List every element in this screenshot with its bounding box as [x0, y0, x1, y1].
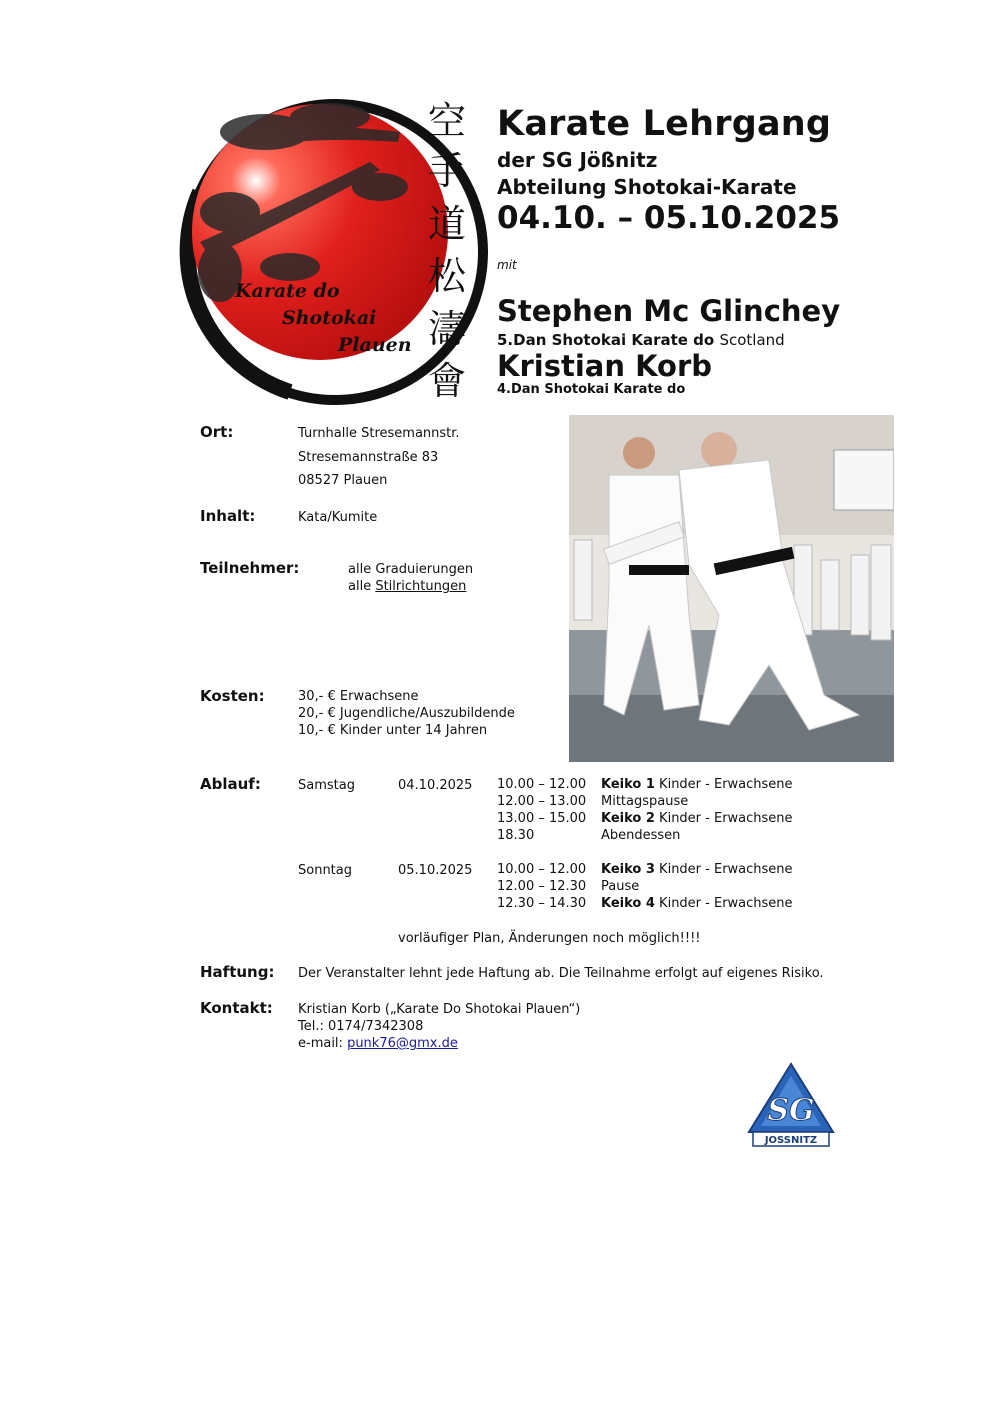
inhalt-label: Inhalt:	[200, 507, 256, 525]
karate-do-shotokai-plauen-logo	[170, 92, 500, 412]
schedule-time: 10.00 – 12.00	[497, 777, 587, 792]
department-name: Abteilung Shotokai-Karate	[497, 175, 797, 199]
club-name: der SG Jößnitz	[497, 148, 658, 172]
day-2-date: 05.10.2025	[398, 863, 473, 878]
schedule-text: Kinder - Erwachsene	[654, 896, 793, 911]
instructor-1-name: Stephen Mc Glinchey	[497, 294, 841, 328]
kanji-1: 空	[428, 99, 467, 143]
schedule-row	[497, 862, 793, 877]
schedule-keiko: Keiko 1	[601, 777, 655, 792]
kanji-5: 濤	[428, 307, 467, 351]
kosten-line-1: 30,- € Erwachsene	[298, 689, 419, 704]
haftung-text: Der Veranstalter lehnt jede Haftung ab. Die Teilnahme erfolgt auf eigenes Risiko.	[298, 966, 824, 981]
instructor-1-country: Scotland	[719, 331, 785, 349]
schedule-text: Pause	[601, 879, 640, 894]
kanji-6: 會	[428, 359, 467, 403]
instructor-2-rank: 4.Dan Shotokai Karate do	[497, 382, 686, 397]
ort-label: Ort:	[200, 423, 234, 441]
schedule-keiko: Keiko 4	[601, 896, 655, 911]
email-link[interactable]: punk76@gmx.de	[347, 1036, 458, 1051]
email-prefix: e-mail:	[298, 1036, 348, 1051]
kanji-3: 道	[428, 202, 467, 246]
schedule-keiko: Keiko 2	[601, 811, 655, 826]
schedule-row	[497, 896, 793, 911]
instructor-1-rank-text: 5.Dan Shotokai Karate do	[497, 331, 715, 349]
event-dates: 04.10. – 05.10.2025	[497, 200, 841, 236]
instructor-1-rank	[497, 331, 785, 349]
kontakt-label: Kontakt:	[200, 999, 273, 1017]
schedule-row	[497, 811, 793, 826]
teilnehmer-label: Teilnehmer:	[200, 559, 300, 577]
day-2-name: Sonntag	[298, 863, 352, 878]
schedule-text: Abendessen	[601, 828, 681, 843]
schedule-text: Kinder - Erwachsene	[654, 862, 793, 877]
event-title: Karate Lehrgang	[497, 104, 832, 144]
schedule-row	[497, 777, 793, 792]
schedule-keiko: Keiko 3	[601, 862, 655, 877]
schedule-row	[497, 879, 639, 894]
day-1-date: 04.10.2025	[398, 778, 473, 793]
day-1-name: Samstag	[298, 778, 355, 793]
kanji-2: 手	[428, 149, 467, 193]
kanji-4: 松	[428, 254, 467, 298]
ort-line-3: 08527 Plauen	[298, 473, 388, 488]
logo-text-2: Shotokai	[282, 307, 377, 329]
schedule-time: 12.00 – 12.30	[497, 879, 587, 894]
kontakt-phone: Tel.: 0174/7342308	[298, 1019, 424, 1034]
schedule-text: Kinder - Erwachsene	[654, 777, 793, 792]
teilnehmer-line-2-prefix: alle	[348, 579, 376, 594]
schedule-time: 12.30 – 14.30	[497, 896, 587, 911]
schedule-text: Mittagspause	[601, 794, 689, 809]
schedule-row	[497, 828, 680, 843]
inhalt-value: Kata/Kumite	[298, 510, 378, 525]
schedule-time: 18.30	[497, 828, 535, 843]
schedule-text: Kinder - Erwachsene	[654, 811, 793, 826]
logo-text-1: Karate do	[235, 280, 340, 302]
instructor-2-name: Kristian Korb	[497, 349, 713, 383]
haftung-label: Haftung:	[200, 963, 275, 981]
schedule-time: 13.00 – 15.00	[497, 811, 587, 826]
karate-training-photo	[569, 415, 894, 762]
schedule-time: 12.00 – 13.00	[497, 794, 587, 809]
kosten-line-2: 20,- € Jugendliche/Auszubildende	[298, 706, 515, 721]
kosten-line-3: 10,- € Kinder unter 14 Jahren	[298, 723, 488, 738]
sg-letters: SG	[767, 1093, 815, 1128]
logo-text-3: Plauen	[338, 334, 412, 356]
kontakt-line-1: Kristian Korb („Karate Do Shotokai Plauen“)	[298, 1002, 581, 1017]
sg-text: JOSSNITZ	[764, 1135, 818, 1146]
ort-line-1: Turnhalle Stresemannstr.	[298, 426, 460, 441]
teilnehmer-line-2	[348, 578, 466, 595]
kontakt-email-line	[298, 1035, 458, 1052]
sg-jossnitz-logo	[745, 1062, 837, 1148]
mit-label: mit	[497, 258, 517, 272]
ort-line-2: Stresemannstraße 83	[298, 450, 439, 465]
teilnehmer-line-1: alle Graduierungen	[348, 562, 474, 577]
schedule-row	[497, 794, 688, 809]
schedule-time: 10.00 – 12.00	[497, 862, 587, 877]
stilrichtungen-text: Stilrichtungen	[375, 579, 467, 594]
plan-note: vorläufiger Plan, Änderungen noch möglich!!!!	[398, 931, 701, 946]
ablauf-label: Ablauf:	[200, 775, 261, 793]
kosten-label: Kosten:	[200, 687, 265, 705]
